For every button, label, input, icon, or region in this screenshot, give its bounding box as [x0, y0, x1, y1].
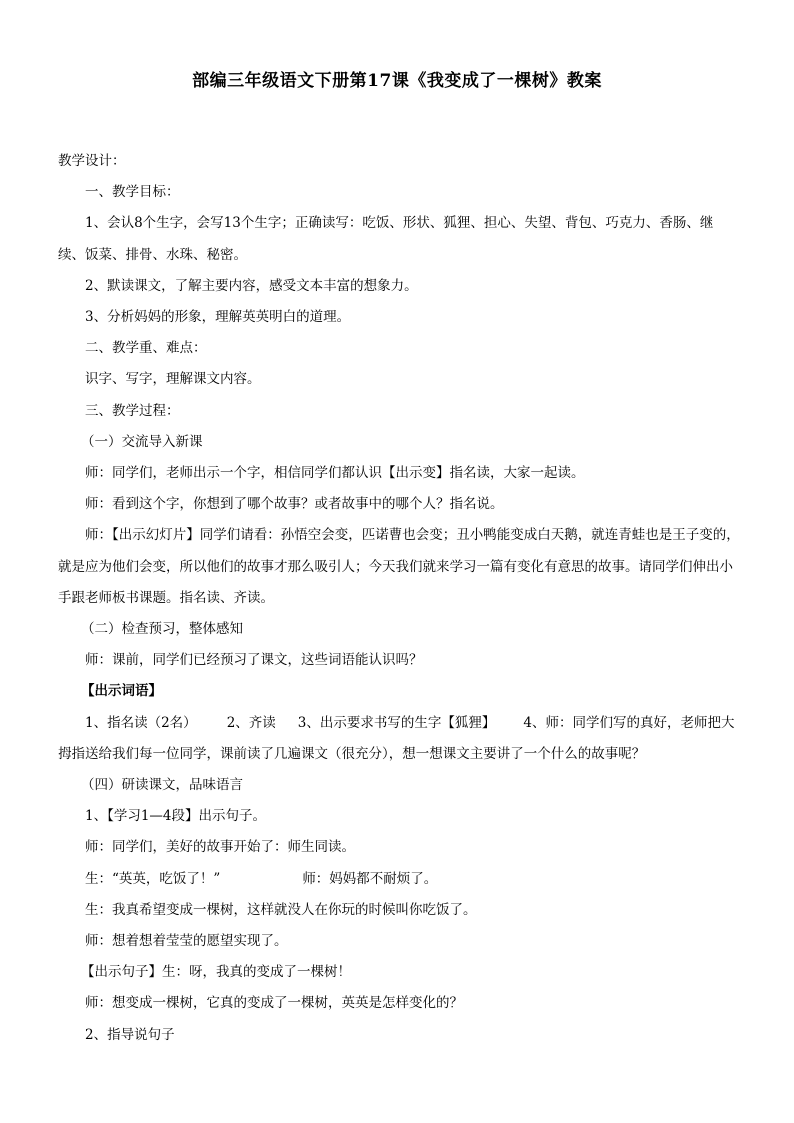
key-points-text: 识字、写字，理解课文内容。 — [85, 371, 261, 388]
study-step-1: 1、【学习1—4段】出示句子。 — [85, 808, 267, 825]
objective-2: 2、默读课文，了解主要内容，感受文本丰富的想象力。 — [85, 277, 418, 294]
objective-1: 1、会认8个生字，会写13个生字；正确读写：吃饭、形状、狐狸、担心、失望、背包、巧克力、香肠、继续、饭菜、排骨、水珠、秘密。 — [58, 215, 714, 263]
heading-teaching-design: 教学设计： — [58, 153, 126, 169]
part-1-heading: （一）交流导入新课 — [81, 433, 203, 450]
dialogue-line-2: 师：看到这个字，你想到了哪个故事？或者故事中的哪个人？指名说。 — [85, 496, 504, 513]
steps-paragraph — [58, 708, 740, 770]
dialogue-line-5: 师：同学们，美好的故事开始了：师生同读。 — [85, 839, 355, 856]
dialogue-line-7: 生：我真希望变成一棵树，这样就没人在你玩的时候叫你吃饭了。 — [85, 901, 477, 918]
section-heading-objectives: 一、教学目标： — [85, 184, 180, 201]
dialogue-line-3: 师：【出示幻灯片】同学们请看：孙悟空会变，匹诺曹也会变；丑小鸭能变成白天鹅，就连青蛙也是王子变的，就是应为他们会变，所以他们的故事才那么吸引人；今天我们就来学习一篇有变化有意思的故事。请同学们伸出小手跟老师板书课题。指名读、齐读。 — [58, 527, 740, 606]
dialogue-line-9: 【出示句子】生：呀，我真的变成了一棵树！ — [81, 964, 351, 981]
objective-3: 3、分析妈妈的形象，理解英英明白的道理。 — [85, 309, 351, 326]
dialogue-line-11: 2、指导说句子 — [85, 1026, 175, 1043]
step-a: 1、指名读（2名） — [85, 714, 197, 731]
dialogue-line-6 — [58, 864, 740, 895]
section-heading-key-points: 二、教学重、难点： — [85, 340, 207, 357]
step-d: 4、师：同学们写的真好，老师把大拇指送给我们每一位同学，课前读了几遍课文（很充分），想一想课文主要讲了一个什么的故事呢？ — [58, 714, 735, 762]
part-2-heading: （二）检查预习，整体感知 — [81, 621, 243, 638]
dialogue-line-10: 师：想变成一棵树，它真的变成了一棵树，英英是怎样变化的？ — [85, 995, 463, 1012]
dialogue-line-1: 师：同学们，老师出示一个字，相信同学们都认识【出示变】指名读，大家一起读。 — [85, 465, 585, 482]
dialogue-line-8: 师：想着想着莹莹的愿望实现了。 — [85, 933, 288, 950]
step-b: 2、齐读 — [226, 714, 276, 731]
dialogue-line-6-student: 生：“英英，吃饭了！” — [85, 870, 221, 887]
part-4-heading: （四）研读课文，品味语言 — [81, 777, 243, 794]
document-title: 部编三年级语文下册第17课《我变成了一棵树》教案 — [192, 71, 602, 91]
dialogue-line-6-teacher: 师：妈妈都不耐烦了。 — [302, 870, 438, 887]
step-c: 3、出示要求书写的生字【狐狸】 — [297, 714, 496, 731]
dialogue-line-4: 师：课前，同学们已经预习了课文，这些词语能认识吗？ — [85, 652, 423, 669]
section-heading-process: 三、教学过程： — [85, 402, 180, 419]
document-body — [58, 146, 740, 1051]
show-words-label: 【出示词语】 — [81, 683, 162, 700]
